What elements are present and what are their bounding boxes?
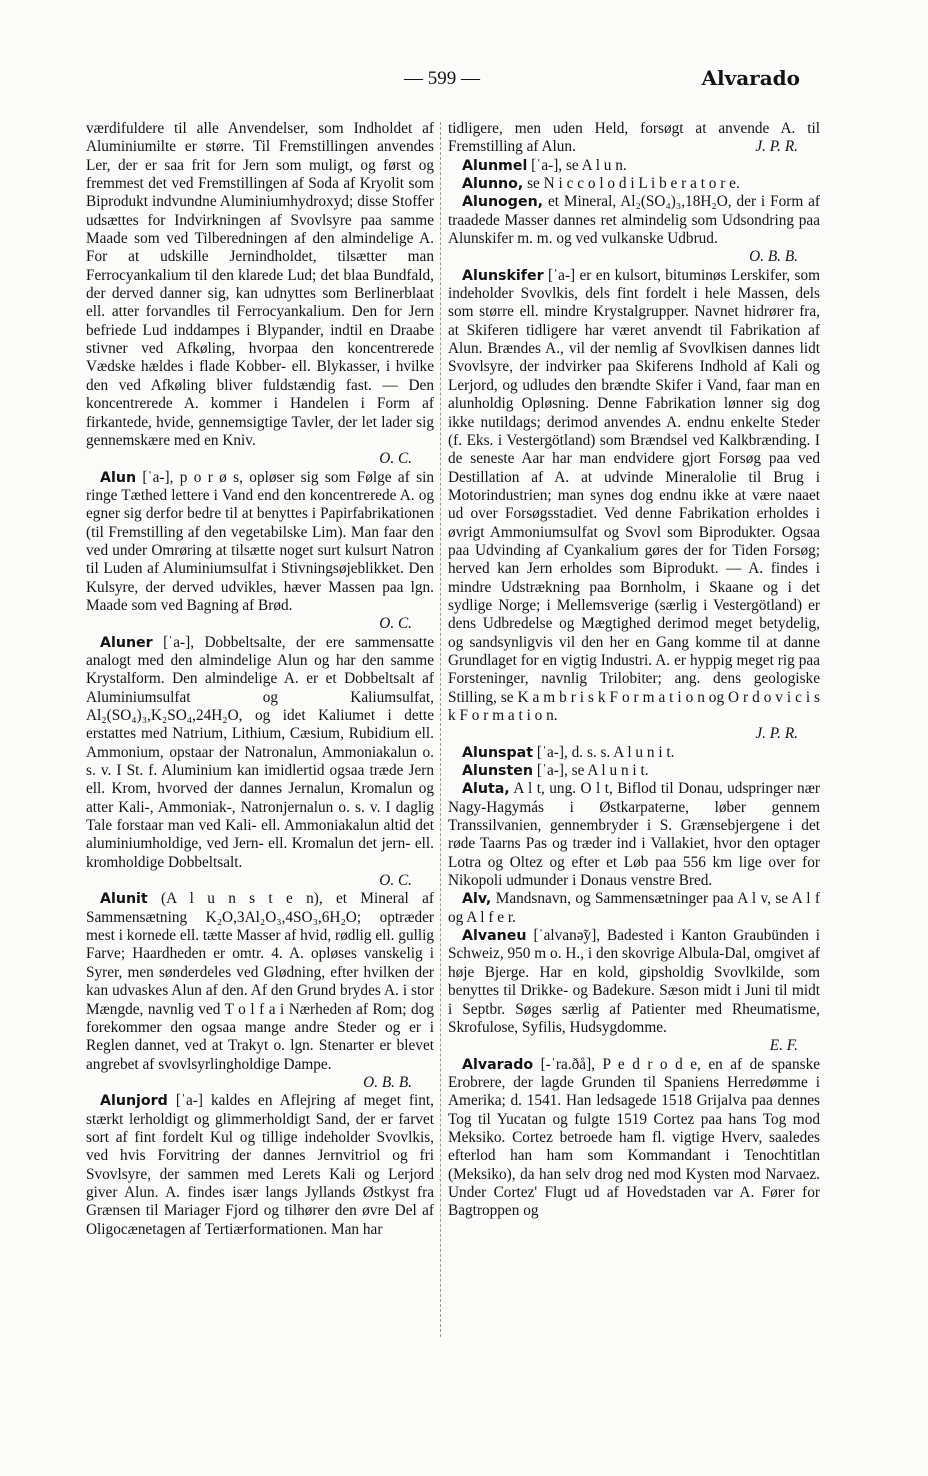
headword: Alunmel <box>462 157 528 174</box>
headword: Alunno, <box>462 176 524 193</box>
entry-text: [ˈa-] kaldes en Aflejring af meget fint, stærkt lerholdigt og glimmerholdigt Sand, der er farvet sort af fint fordelt Kul og tillige indeholder Svovlkis, ved hvis Forvitring der dannes Jernvitriol og fri Svovlsyre, der sammen med Lerets Kali og Lerjord giver Alun. A. findes især langs Jyllands Østkyst fra Grænsen til Mariager Fjord og tilhører den øvre Del af Oligocænetagen af Tertiærformationen. Man har <box>86 1092 434 1238</box>
entry-alunsten <box>448 762 820 780</box>
headword: Alvarado <box>462 1056 534 1073</box>
author-signature: O. C. <box>379 450 412 468</box>
entry-text: [ˈa-], se A l u n i t. <box>536 762 649 780</box>
entry-text: se N i c c o l o d i L i b e r a t o r e. <box>527 175 740 193</box>
entry-text: A l t, ung. O l t, Biflod til Donau, udspringer nær Nagy-Hagymás i Østkarpaterne, løber gennem Transsilvanien, gennembryder i S. Grænsebjergene i det røde Taarns Pas og træder ind i Vallakiet, hvor den optager Lotra og Oltez og efter et Løb paa 556 km lige over for Nikopoli udmunder i Donaus venstre Bred. <box>448 780 820 890</box>
right-column <box>448 120 820 1450</box>
entry-alunskifer <box>448 267 820 744</box>
headword: Aluner <box>100 634 153 651</box>
page-header <box>0 64 928 98</box>
headword: Alunjord <box>100 1093 168 1110</box>
author-signature: O. B. B. <box>363 1073 412 1091</box>
author-signature: O. C. <box>379 615 412 633</box>
entry-alunspat <box>448 744 820 762</box>
continuation-entry <box>86 120 434 469</box>
left-column <box>86 120 434 1450</box>
entry-text: et Mineral, Al₂(SO₄)₃,18H₂O, der i Form af traadede Masser dannes ret almindelig som Udsondring paa Alunskifer m. m. og ved vulkanske Udbrud. <box>448 193 820 248</box>
page-number: — 599 — <box>404 68 480 89</box>
entry-aluner <box>86 634 434 891</box>
author-signature: O. C. <box>379 872 412 890</box>
entry-text: [ˈalvanə̃y], Badested i Kanton Graubünden i Schweiz, 950 m o. H., i den skovrige Albula-Dal, omgivet af høje Bjerge. Har en kold, gipsholdig Svovlkilde, som benyttes til Drikke- og Badekure. Sæson midt i Juni til midt i Septbr. Søges særlig af Patienter med Rheumatisme, Skrofulose, Syfilis, Hudsygdomme. <box>448 927 820 1036</box>
entry-alvarado <box>448 1056 820 1221</box>
entry-alv <box>448 890 820 927</box>
column-divider <box>440 122 441 1337</box>
headword: Alunspat <box>462 744 533 761</box>
entry-text: (A l u n s t e n), et Mineral af Sammensætning K₂O,3Al₂O₃,4SO₃,6H₂O; optræder mest i kornede ell. tætte Masser af hvid, rødlig ell. gullig Farve; Haardheden er omtr. 4. A. opløses vanskelig i Syrer, men sønderdeles ved Glødning, efter hvilken der kan udvaskes Alun af den. Af den Grund brydes A. i stor Mængde, navnlig ved T o l f a i Nærheden af Rom; dog forekommer den ogsaa mange andre Steder og er i Reglen dannet, ved at Trakyt o. lgn. Stenarter er blevet angrebet af svovlsyrlingholdige Dampe. <box>86 890 434 1073</box>
entry-alunjord <box>86 1092 434 1239</box>
entry-text: tidligere, men uden Held, forsøgt at anvende A. til Fremstilling af Alun. <box>448 120 820 156</box>
headword: Alvaneu <box>462 928 527 945</box>
entry-alunit <box>86 890 434 1092</box>
author-signature: E. F. <box>769 1037 798 1055</box>
headword: Aluta, <box>462 781 510 798</box>
entry-text: [ˈa-], p o r ø s, opløser sig som Følge af sin ringe Tæthed lettere i Vand end den koncentrerede A. og egner sig derfor bedre til at benyttes i Papirfabrikationen (til Fremstilling af den vegetabilske Lim). Man faar den ved under Omrøring at tilsætte noget surt kulsurt Natron til Luden af Aluminiumsulfat i Stivningsøjeblikket. Den Kulsyre, der derved udvikles, hæver Massen paa lgn. Maade som ved Bagning af Brød. <box>86 468 434 614</box>
entry-text: værdifuldere til alle Anvendelser, som Indholdet af Aluminiumilte er større. Til Fremstillingen anvendes Ler, der er saa frit for Jern som muligt, og først og fremmest det ved Fremstillingen af Soda af Kryolit som Biprodukt indvundne Aluminiumhydroxyd; disse Stoffer udsættes for Indvirkningen af Svovlsyre paa samme Maade som ved Tilberedningen af den almindelige A. For at udskille Jernindholdet, tilsætter man Ferrocyankalium til den klarede Lud; det blaa Bundfald, der derved danner sig, kan udnyttes som Berlinerblaat ell. atter forvandles til Ferrocyankalium. Den for Jern befriede Lud inddampes i Blypander, indtil en Draabe stivner ved Afkøling, hvorpaa den koncentrerede Vædske hældes i flade Kobber- ell. Blykasser, i hvilke den ved Afkøling bliver fuldstændig fast. — Den koncentrerede A. kommer i Handelen i Form af firkantede, hvide, gennemsigtige Tavler, der let lader sig gennemskære med en Kniv. <box>86 120 434 449</box>
entry-text: [-ˈra.ðå], P e d r o d e, en af de spanske Erobrere, der lagde Grunden til Spaniens Herredømme i Amerika; d. 1541. Han ledsagede 1518 Grijalva paa dennes Tog til Yucatan og fulgte 1519 Cortez paa hans Tog mod Meksiko. Cortez betroede ham fl. vigtige Hverv, saaledes efterlod han ham som Kommandant i Tenochtitlan (Meksiko), da han selv drog ned mod Kysten mod Narvaez. Under Cortez' Flugt ud af Hovedstaden var A. Fører for Bagtroppen og <box>448 1055 820 1220</box>
author-signature: J. P. R. <box>755 138 798 156</box>
entry-alunno <box>448 175 820 193</box>
entry-text: [ˈa-], d. s. s. A l u n i t. <box>536 743 675 761</box>
entry-alun <box>86 469 434 634</box>
entry-text: [ˈa-], Dobbeltsalte, der ere sammensatte analogt med den almindelige Alun og har den samme Krystalform. Den almindelige A. er et Dobbeltsalt af Aluminiumsulfat og Kaliumsulfat, Al₂(SO₄)₃,K₂SO₄,24H₂O, og idet Kaliumet i dette erstattes med Natrium, Lithium, Cæsium, Rubidium ell. Ammonium, opstaar der Natronalun, Ammoniakalun o. s. v. I St. f. Aluminium kan imidlertid ogsaa træde Jern ell. Krom, hvorved der dannes Jernalun, Kromalun og atter Kali-, Ammoniak-, Natronjernalun o. s. v. I daglig Tale forstaar man ved Kali- ell. Ammoniakalun altid det aluminiumholdige, ved Jern- ell. Kromalun det jern- ell. kromholdige Dobbeltsalt. <box>86 633 434 871</box>
entry-alunogen <box>448 193 820 266</box>
author-signature: O. B. B. <box>749 248 798 266</box>
continuation-entry <box>448 120 820 157</box>
headword: Alunogen, <box>462 194 544 211</box>
headword: Alunsten <box>462 763 533 780</box>
author-signature: J. P. R. <box>755 725 798 743</box>
running-head: Alvarado <box>701 66 800 90</box>
entry-alvaneu <box>448 927 820 1055</box>
headword: Alunit <box>100 891 148 908</box>
entry-aluta <box>448 780 820 890</box>
headword: Alv, <box>462 891 492 908</box>
entry-text: [ˈa-], se A l u n. <box>531 156 627 174</box>
entry-text: [ˈa-] er en kulsort, bituminøs Lerskifer, som indeholder Svovlkis, dels fint fordelt i hele Massen, dels som større ell. mindre Krystalgrupper. Navnet hidrører fra, at Skiferen tidligere har været anvendt til Fabrikation af Alun. Brændes A., vil der nemlig af Svovlkisen dannes lidt Svovlsyre, der indvirker paa Skiferens Indhold af Kali og Lerjord, og udludes den brændte Skifer i Vand, faar man en alunholdig Opløsning. Denne Fabrikation lønner sig dog ikke nutildags; derimod anvendes A. endnu enkelte Steder (f. Eks. i Vestergötland) som Brændsel ved Kalkbrænding. I de seneste Aar har man endvidere gjort Forsøg paa ved Destillation af A. at udvinde Mineralolie til Brug i Motorindustrien; man synes dog endnu ikke at være naaet ud over Forsøgsstadiet. Ved denne Fabrikation erholdes i øvrigt Ammoniumsulfat og Svovl som Biprodukter. Ogsaa paa Udvinding af Cyankalium gøres der for Tiden Forsøg; herved kan Jern erholdes som Biprodukt. — A. findes i mindre Udstrækning paa Bornholm, i Skaane og i det sydlige Norge; i Mellemsverige (særlig i Vestergötland) er dens Udbredelse og Mægtighed derimod meget betydelig, og sandsynligvis vil den her en Gang komme til at danne Grundlaget for en vigtig Industri. A. er hyppig meget rig paa Forsteninger, navnlig Trilobiter; ang. dens geologiske Stilling, se K a m b r i s k F o r m a t i o n og O r d o v i c i s k F o r m a t i o n. <box>448 266 820 724</box>
entry-alunmel <box>448 157 820 175</box>
entry-text: Mandsnavn, og Sammensætninger paa A l v, se A l f og A l f e r. <box>448 890 820 926</box>
headword: Alun <box>100 469 137 486</box>
headword: Alunskifer <box>462 267 544 284</box>
